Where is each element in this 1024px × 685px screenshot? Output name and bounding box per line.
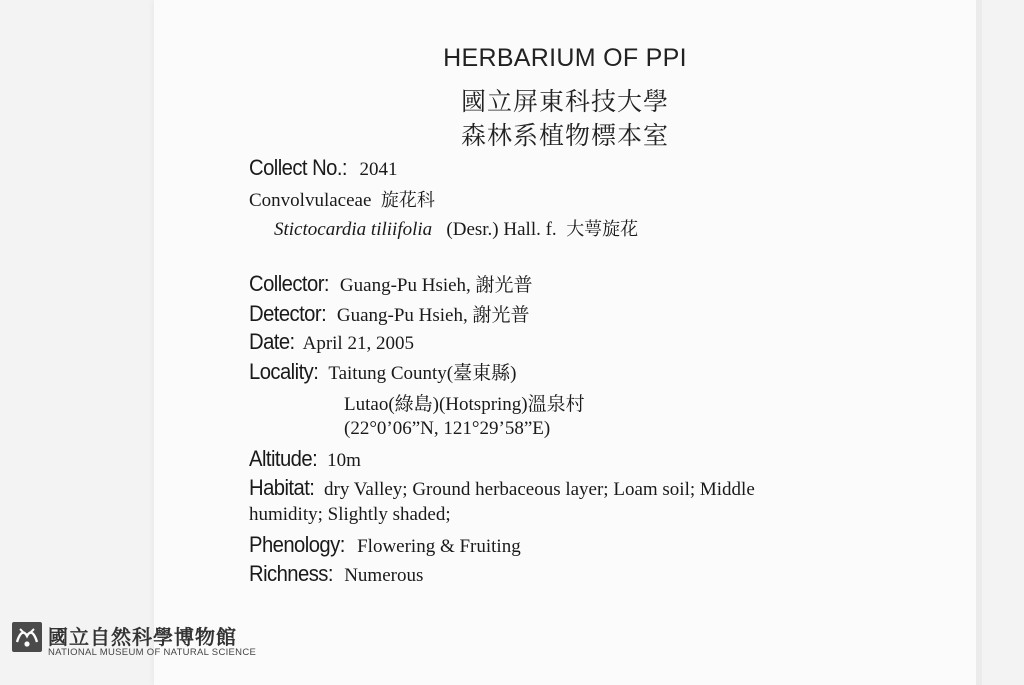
detector-value: Guang-Pu Hsieh, 謝光普 bbox=[336, 305, 530, 326]
family-latin: Convolvulaceae bbox=[249, 190, 372, 211]
museum-name-chinese: 國立自然科學博物館 bbox=[48, 625, 237, 649]
locality-coordinates: (22°0’06”N, 121°29’58”E) bbox=[344, 418, 551, 439]
richness-row bbox=[249, 561, 423, 587]
altitude-value: 10m bbox=[327, 450, 361, 471]
phenology-row bbox=[249, 532, 521, 558]
department-name: 森林系植物標本室 bbox=[460, 121, 669, 150]
richness-label: Richness: bbox=[249, 561, 333, 586]
habitat-line2: humidity; Slightly shaded; bbox=[249, 504, 451, 525]
collect-no-row bbox=[249, 155, 398, 181]
family-chinese: 旋花科 bbox=[380, 190, 435, 211]
altitude-row bbox=[249, 446, 361, 472]
species-latin: Stictocardia tiliifolia bbox=[274, 219, 433, 240]
detector-label: Detector: bbox=[249, 301, 327, 326]
collect-no-label: Collect No.: bbox=[249, 155, 347, 180]
university-name: 國立屏東科技大學 bbox=[460, 87, 669, 116]
family-row bbox=[249, 186, 435, 212]
habitat-row bbox=[249, 475, 755, 501]
sheet-edge bbox=[976, 0, 982, 685]
locality-row bbox=[249, 358, 516, 385]
detector-row bbox=[249, 300, 530, 327]
habitat-label: Habitat: bbox=[249, 475, 315, 500]
date-label: Date: bbox=[249, 329, 295, 354]
collector-row bbox=[249, 270, 533, 297]
collector-label: Collector: bbox=[249, 271, 329, 296]
altitude-label: Altitude: bbox=[249, 446, 318, 471]
richness-value: Numerous bbox=[344, 565, 424, 586]
collect-no-value: 2041 bbox=[359, 159, 398, 180]
habitat-line1: dry Valley; Ground herbaceous layer; Loam soil; Middle bbox=[324, 479, 755, 500]
species-author: (Desr.) Hall. f. bbox=[446, 219, 557, 240]
museum-logo-icon bbox=[12, 622, 42, 652]
phenology-label: Phenology: bbox=[249, 532, 345, 557]
species-chinese: 大萼旋花 bbox=[566, 219, 639, 240]
collector-value: Guang-Pu Hsieh, 謝光普 bbox=[339, 275, 533, 296]
museum-name-english: NATIONAL MUSEUM OF NATURAL SCIENCE bbox=[48, 647, 257, 658]
date-value: April 21, 2005 bbox=[302, 333, 414, 354]
locality-label: Locality: bbox=[249, 359, 319, 384]
locality-line2: Lutao(綠島)(Hotspring)溫泉村 bbox=[344, 394, 585, 415]
date-row bbox=[249, 329, 414, 355]
phenology-value: Flowering & Fruiting bbox=[357, 536, 521, 557]
herbarium-title: HERBARIUM OF PPI bbox=[443, 44, 687, 72]
locality-line1: Taitung County(臺東縣) bbox=[328, 363, 517, 384]
species-row bbox=[274, 215, 638, 241]
